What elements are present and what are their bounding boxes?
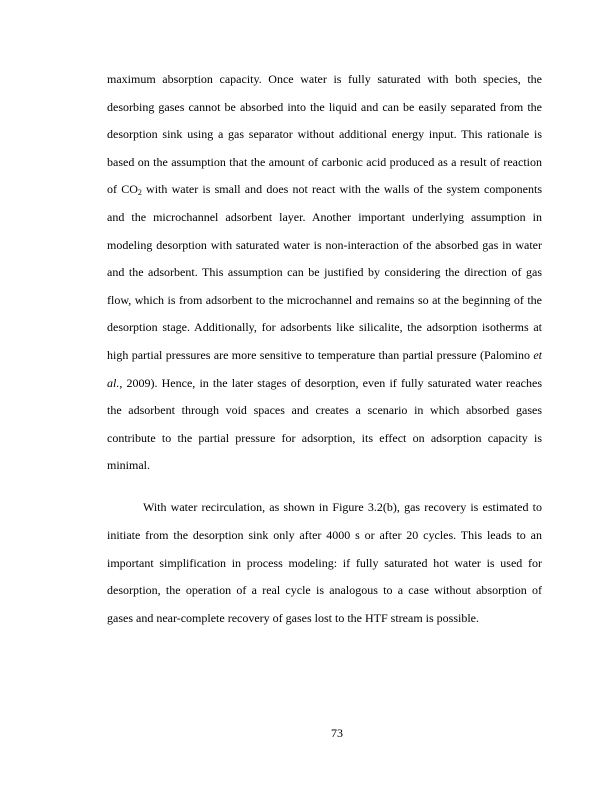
text-line (107, 149, 542, 177)
text-line (107, 121, 542, 149)
text-line (107, 287, 542, 315)
body-text (107, 66, 542, 632)
text-line (107, 66, 542, 94)
text-line (107, 370, 542, 398)
text-segment: the adsorbent through void spaces and creates a scenario in which absorbed gases (107, 403, 542, 418)
paragraph (107, 494, 542, 632)
text-line (107, 314, 542, 342)
text-segment: flow, which is from adsorbent to the microchannel and remains so at the beginning of the (107, 292, 542, 307)
text-line (107, 204, 542, 232)
text-segment: and the adsorbent. This assumption can be justified by considering the direction of gas (107, 265, 542, 280)
text-line (107, 94, 542, 122)
text-segment: desorption, the operation of a real cycle is analogous to a case without absorption of (107, 583, 542, 598)
text-line (107, 342, 542, 370)
text-segment: With water recirculation, as shown in Figure 3.2(b), gas recovery is estimated to (143, 500, 542, 515)
italic-text: al. (107, 375, 120, 390)
text-segment: desorption sink using a gas separator without additional energy input. This rationale is (107, 127, 542, 142)
text-segment: initiate from the desorption sink only after 4000 s or after 20 cycles. This leads to an (107, 528, 542, 542)
paragraph (107, 66, 542, 480)
text-segment: minimal. (107, 458, 150, 473)
text-line (107, 425, 542, 453)
text-line (107, 522, 542, 550)
text-segment: with water is small and does not react with the walls of the system components (141, 182, 542, 197)
text-line (107, 577, 542, 605)
text-line (107, 397, 542, 425)
text-segment: desorbing gases cannot be absorbed into the liquid and can be easily separated from the (107, 99, 542, 114)
text-segment: desorption stage. Additionally, for adsorbents like silicalite, the adsorption isotherms at (107, 320, 542, 335)
italic-text: et (533, 347, 542, 362)
text-line (107, 550, 542, 578)
subscript-text: 2 (137, 188, 142, 198)
text-segment: and the microchannel adsorbent layer. Another important underlying assumption in (107, 209, 542, 224)
text-segment: high partial pressures are more sensitive to temperature than partial pressure (Palomino (107, 347, 534, 362)
text-segment: based on the assumption that the amount of carbonic acid produced as a result of reaction (107, 154, 542, 169)
text-line (107, 605, 542, 633)
text-line (107, 494, 542, 522)
text-segment: modeling desorption with saturated water is non-interaction of the absorbed gas in water (107, 237, 542, 252)
text-line (107, 232, 542, 260)
text-segment: maximum absorption capacity. Once water is fully saturated with both species, the (107, 72, 542, 86)
text-segment: important simplification in process modeling: if fully saturated hot water is used for (107, 555, 542, 570)
text-segment: gases and near-complete recovery of gases lost to the HTF stream is possible. (107, 610, 479, 625)
text-segment: contribute to the partial pressure for adsorption, its effect on adsorption capacity is (107, 430, 542, 445)
text-segment: of CO (107, 182, 138, 197)
text-line (107, 452, 542, 480)
text-line (107, 259, 542, 287)
text-segment: , 2009). Hence, in the later stages of desorption, even if fully saturated water reaches (119, 375, 542, 390)
text-line (107, 176, 542, 204)
page-number: 73 (331, 726, 343, 740)
